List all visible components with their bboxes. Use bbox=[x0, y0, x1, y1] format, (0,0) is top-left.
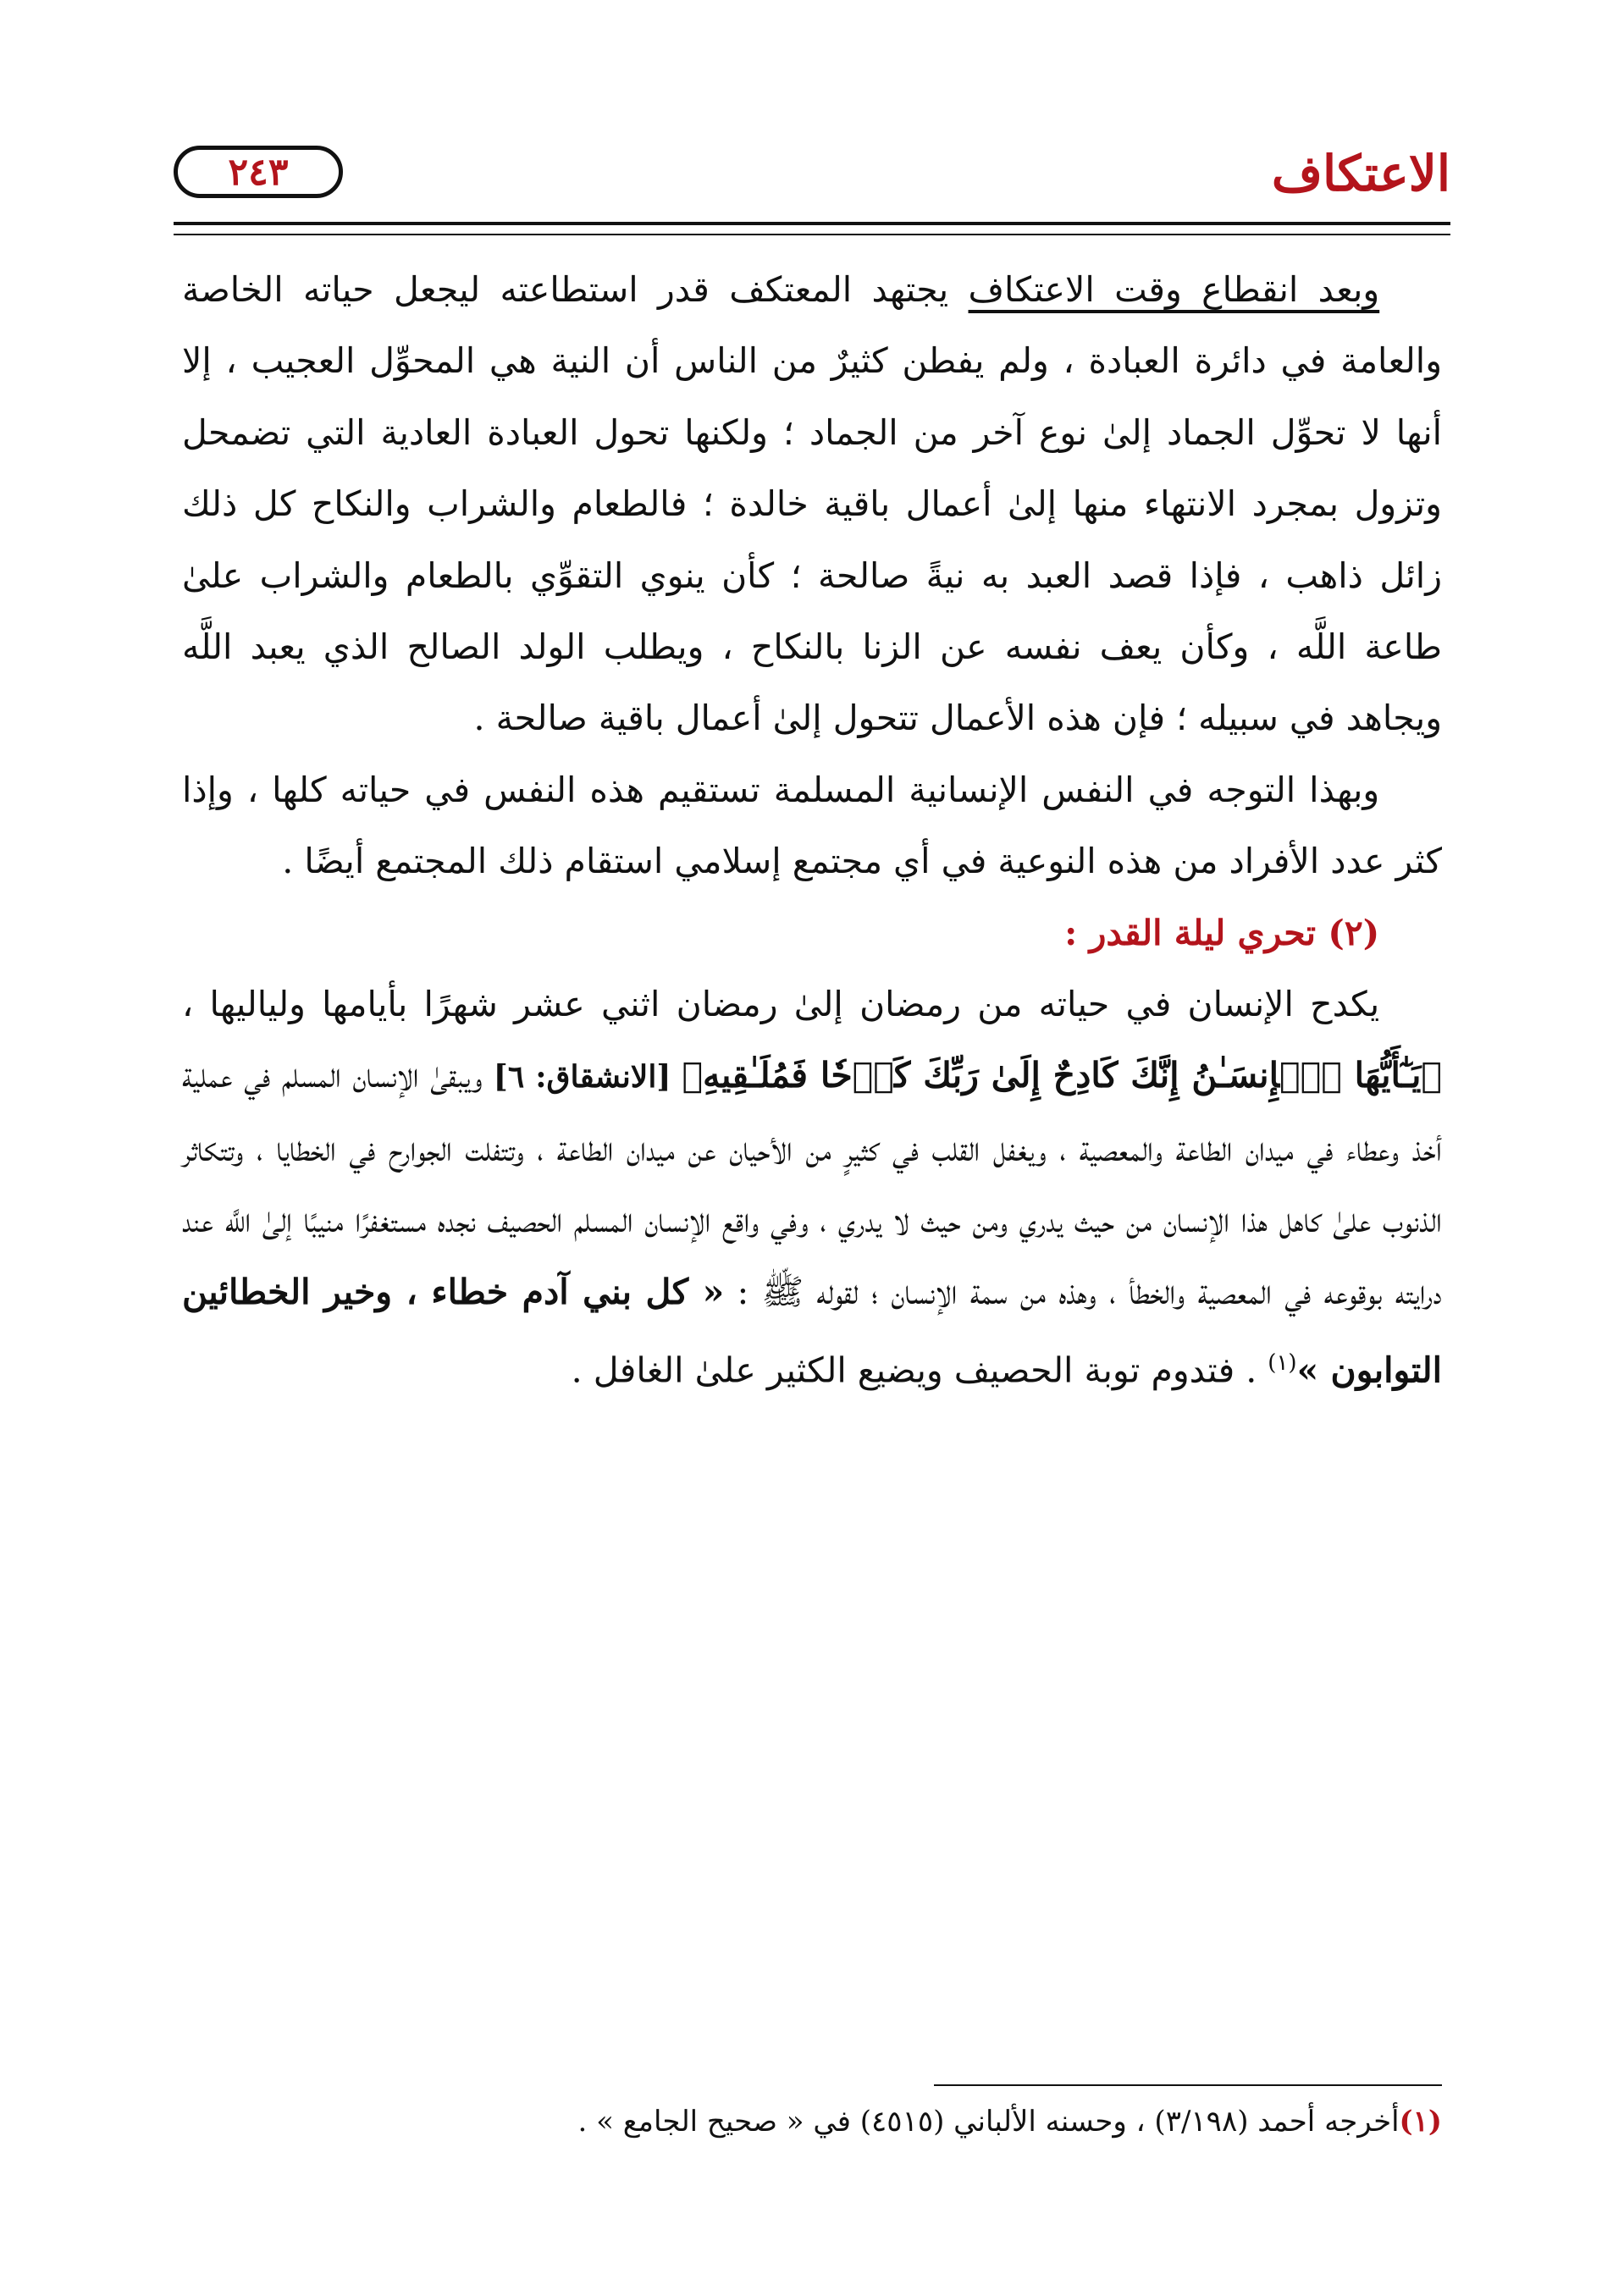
paragraph-3-text-c: . فتدوم توبة الحصيف ويضيع الكثير علىٰ الغافل . bbox=[571, 1349, 1268, 1391]
paragraph-1 bbox=[182, 254, 1442, 754]
header-rule-thin bbox=[174, 234, 1450, 235]
paragraph-2: وبهذا التوجه في النفس الإنسانية المسلمة تستقيم هذه النفس في حياته كلها ، وإذا كثر عدد الأفراد من هذه النوعية في أي مجتمع إسلامي استقام ذلك المجتمع أيضًا . bbox=[182, 769, 1442, 882]
header-rule-thick bbox=[174, 222, 1450, 225]
paragraph-3-text-a: يكدح الإنسان في حياته من رمضان إلىٰ رمضان اثني عشر شهرًا بأيامها ولياليها ، bbox=[182, 984, 1380, 1025]
footnote-marker[interactable]: (١) bbox=[1268, 1350, 1297, 1377]
footnote-text: أخرجه أحمد (٣/١٩٨) ، وحسنه الألباني (٤٥١٥) في « صحيح الجامع » . bbox=[577, 2105, 1400, 2139]
page-number-badge: ٢٤٣ bbox=[174, 146, 343, 198]
footnote bbox=[182, 2096, 1442, 2147]
main-text bbox=[182, 254, 1442, 1406]
paragraph-3 bbox=[182, 969, 1442, 1406]
section-heading: (٢) تحري ليلة القدر : bbox=[1064, 912, 1380, 953]
underlined-phrase: وبعد انقطاع وقت الاعتكاف bbox=[968, 269, 1380, 310]
chapter-title: الاعتكاف bbox=[1271, 145, 1450, 202]
quran-verse: ﴿يَـٰٓأَيُّهَا ٱلۡإِنسَـٰنُ إِنَّكَ كَادِحٌ إِلَىٰ رَبِّكَ كَدۡحٗا فَمُلَـٰقِيهِ﴾ bbox=[682, 1055, 1442, 1096]
paragraph-3-text-b: ويبقىٰ الإنسان المسلم في عملية أخذ وعطاء في ميدان الطاعة والمعصية ، ويغفل القلب في كثيرٍ من الأحيان عن ميدان الطاعة ، وتتفلت الجوارح في الخطايا ، وتتكاثر الذنوب علىٰ كاهل هذا الإنسان من حيث يدري ومن حيث لا يدري ، وفي واقع الإنسان المسلم الحصيف نجده مستغفرًا منيبًا إلىٰ اللَّه عند درايته بوقوعه في المعصية والخطأ ، وهذه من سمة الإنسان ؛ لقوله ﷺ : bbox=[182, 1055, 1442, 1312]
page-header bbox=[174, 127, 1450, 220]
footnote-number: (١) bbox=[1399, 2105, 1442, 2139]
paragraph-1-text: يجتهد المعتكف قدر استطاعته ليجعل حياته الخاصة والعامة في دائرة العبادة ، ولم يفطن كثيرٌ من الناس أن النية هي المحوِّل العجيب ، إلا أنها لا تحوِّل الجماد إلىٰ نوع آخر من الجماد ؛ ولكنها تحول العبادة العادية التي تضمحل وتزول بمجرد الانتهاء منها إلىٰ أعمال باقية خالدة ؛ فالطعام والشراب والنكاح كل ذلك زائل ذاهب ، فإذا قصد العبد به نيةً صالحة ؛ كأن ينوي التقوِّي بالطعام والشراب علىٰ طاعة اللَّه ، وكأن يعف نفسه عن الزنا بالنكاح ، ويطلب الولد الصالح الذي يعبد اللَّه ويجاهد في سبيله ؛ فإن هذه الأعمال تتحول إلىٰ أعمال باقية صالحة . bbox=[182, 269, 1442, 739]
footnote-rule bbox=[934, 2084, 1442, 2086]
verse-reference: [الانشقاق: ٦] bbox=[482, 1059, 682, 1096]
hadith-quote: « كل بني آدم خطاء ، وخير الخطائين التوابون » bbox=[182, 1271, 1442, 1391]
